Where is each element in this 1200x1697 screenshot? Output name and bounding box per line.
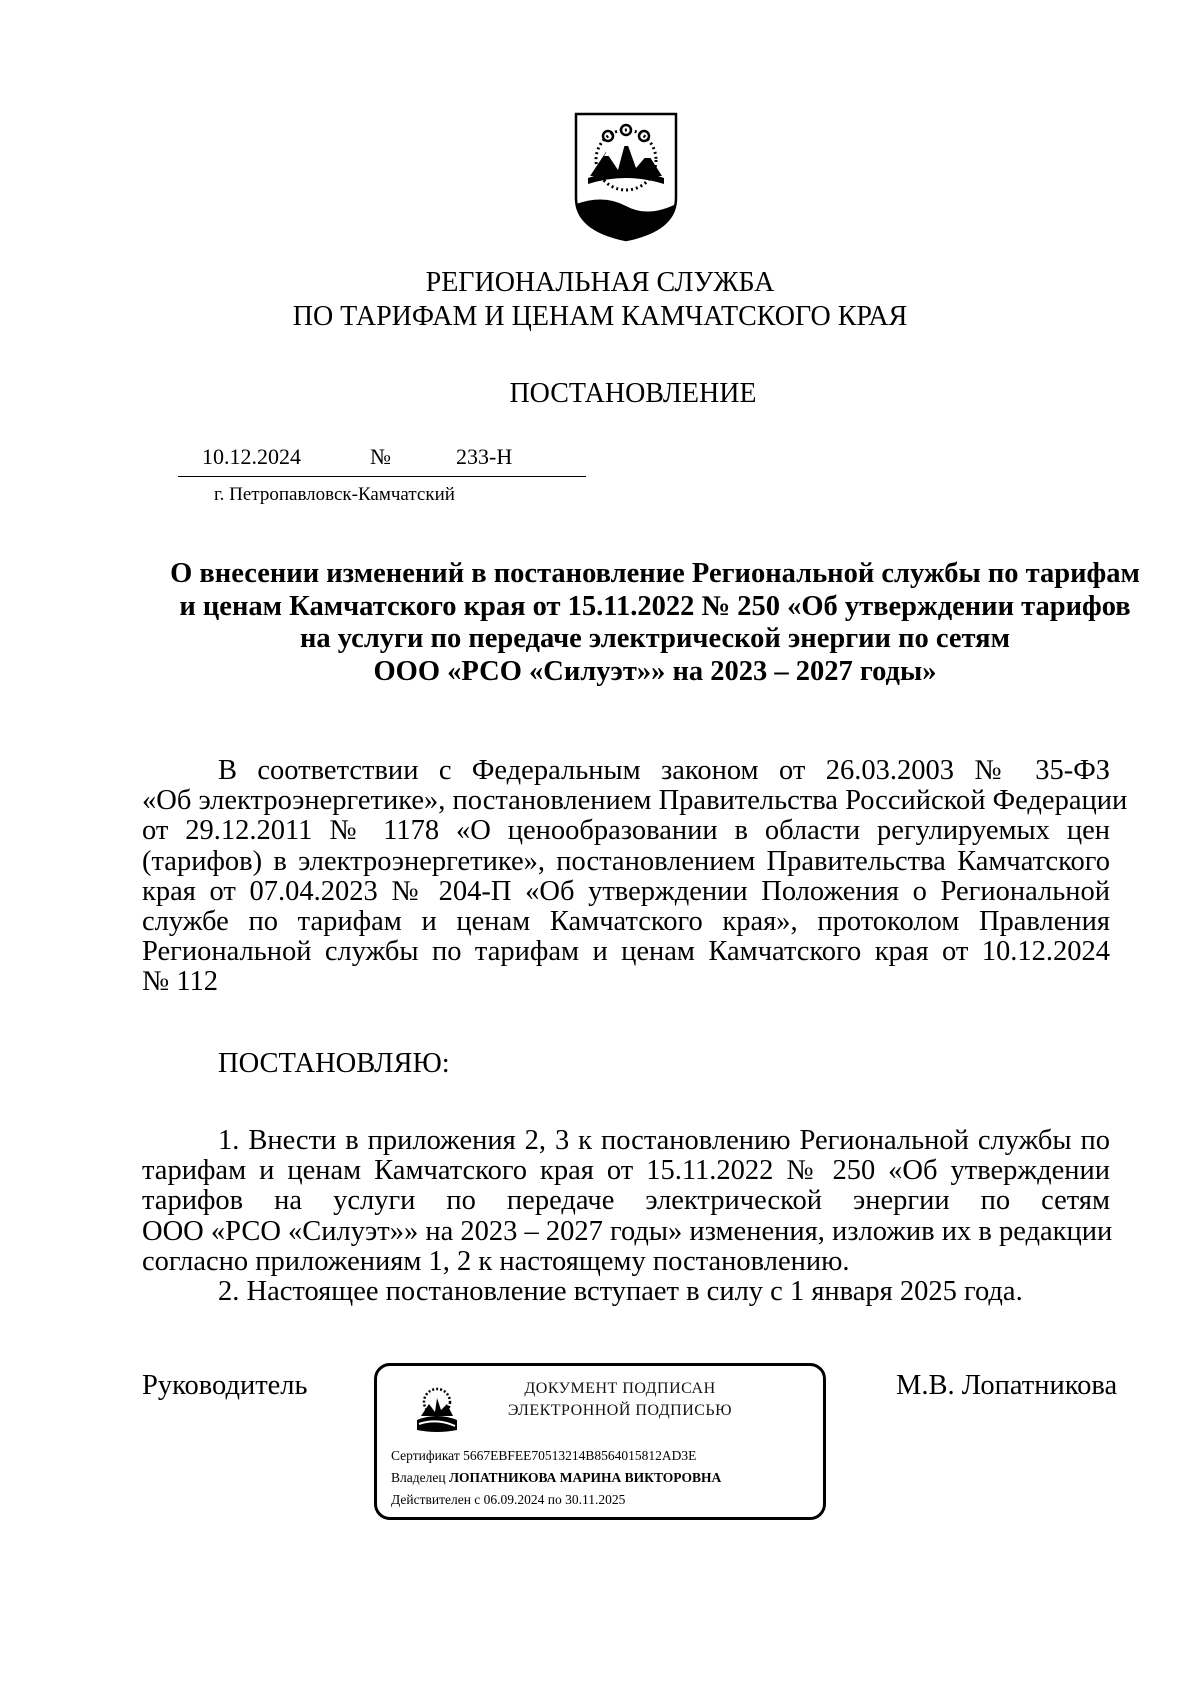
- document-type: ПОСТАНОВЛЕНИЕ: [509, 378, 757, 409]
- paragraph-line: тарифов на услуги по передаче электрической энергии по сетям: [142, 1185, 1110, 1217]
- document-title: [90, 558, 1200, 688]
- preamble-paragraph: [142, 755, 1128, 998]
- emblem-icon: [415, 1386, 459, 1434]
- stamp-validity: [391, 1492, 625, 1508]
- item-1-paragraph: [142, 1125, 1113, 1307]
- stamp-certificate: [391, 1448, 696, 1464]
- title-line: ООО «РСО «Силуэт»» на 2023 – 2027 годы»: [373, 655, 937, 687]
- paragraph-line: ООО «РСО «Силуэт»» на 2023 – 2027 годы» изменения, изложив их в редакции: [142, 1215, 1113, 1247]
- valid-to-label: по: [547, 1492, 562, 1507]
- title-line: на услуги по передаче электрической энергии по сетям: [300, 623, 1010, 654]
- title-line: О внесении изменений в постановление Региональной службы по тарифам: [170, 558, 1140, 589]
- organization-name-line2: ПО ТАРИФАМ И ЦЕНАМ КАМЧАТСКОГО КРАЯ: [292, 301, 908, 332]
- valid-from: 06.09.2024: [483, 1492, 545, 1507]
- signatory-role: Руководитель: [142, 1370, 308, 1401]
- owner-label: Владелец: [391, 1470, 446, 1485]
- coat-of-arms-emblem: [574, 112, 678, 242]
- valid-label: Действителен с: [391, 1492, 481, 1507]
- stamp-heading-line2: ЭЛЕКТРОННОЙ ПОДПИСЬЮ: [507, 1402, 733, 1419]
- paragraph-line: тарифам и ценам Камчатского края от 15.11.2022 № 250 «Об утверждении: [142, 1155, 1110, 1187]
- organization-name-line1: РЕГИОНАЛЬНАЯ СЛУЖБА: [425, 267, 775, 298]
- paragraph-line: согласно приложениям 1, 2 к настоящему постановлению.: [142, 1245, 850, 1277]
- number-sign: №: [370, 444, 391, 469]
- stamp-heading-line1: ДОКУМЕНТ ПОДПИСАН: [524, 1380, 716, 1397]
- paragraph-line: Региональной службы по тарифам и ценам Камчатского края от 10.12.2024: [142, 936, 1110, 968]
- decree-word: ПОСТАНОВЛЯЮ:: [218, 1048, 450, 1079]
- document-date: 10.12.2024: [202, 444, 301, 469]
- stamp-owner: [391, 1470, 721, 1486]
- paragraph-line: 1. Внести в приложения 2, 3 к постановлению Региональной службы по: [218, 1125, 1110, 1156]
- document-number: 233-Н: [456, 444, 513, 469]
- signatory-name: М.В. Лопатникова: [896, 1370, 1118, 1401]
- paragraph-line: «Об электроэнергетике», постановлением Правительства Российской Федерации: [142, 785, 1128, 817]
- paragraph-line: от 29.12.2011 № 1178 «О ценообразовании в области регулируемых цен: [142, 815, 1110, 847]
- paragraph-line: В соответствии с Федеральным законом от 26.03.2003 № 35-ФЗ: [218, 755, 1110, 786]
- certificate-value: 5667EBFEE70513214B8564015812AD3E: [463, 1448, 697, 1463]
- electronic-signature-stamp: [374, 1363, 826, 1520]
- date-number-row: [178, 444, 586, 477]
- item-2-line: 2. Настоящее постановление вступает в силу с 1 января 2025 года.: [218, 1275, 1023, 1307]
- paragraph-line: (тарифов) в электроэнергетике», постановлением Правительства Камчатского: [142, 845, 1110, 877]
- city-name: г. Петропавловск-Камчатский: [214, 484, 455, 505]
- paragraph-line: № 112: [142, 966, 219, 998]
- valid-to: 30.11.2025: [565, 1492, 626, 1507]
- certificate-label: Сертификат: [391, 1448, 460, 1463]
- paragraph-line: службе по тарифам и ценам Камчатского края», протоколом Правления: [142, 905, 1110, 937]
- owner-value: ЛОПАТНИКОВА МАРИНА ВИКТОРОВНА: [448, 1470, 722, 1485]
- paragraph-line: края от 07.04.2023 № 204-П «Об утверждении Положения о Региональной: [142, 875, 1110, 907]
- title-line: и ценам Камчатского края от 15.11.2022 № 250 «Об утверждении тарифов: [179, 590, 1131, 622]
